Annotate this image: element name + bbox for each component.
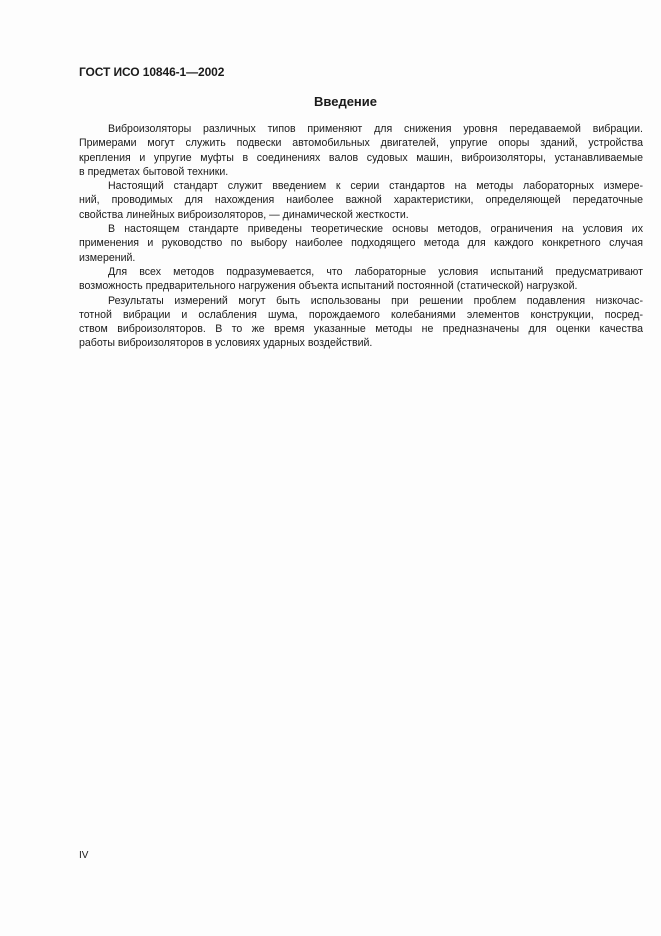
- text-line: измерений.: [79, 251, 136, 264]
- page-header: ГОСТ ИСО 10846-1—2002: [79, 65, 225, 79]
- text-line: ний, проводимых для нахождения наиболее важной характеристики, определяющей передаточные: [79, 194, 643, 207]
- paragraph: [79, 122, 643, 179]
- page-number: IV: [79, 850, 89, 861]
- text-line: Примерами могут служить подвески автомобильных двигателей, упругие опоры зданий, устройства: [79, 137, 643, 150]
- paragraph: [79, 294, 643, 351]
- text-line: возможность предварительного нагружения объекта испытаний постоянной (статической) нагрузкой.: [79, 280, 578, 293]
- section-title: Введение: [314, 94, 377, 109]
- paragraph: [79, 179, 643, 222]
- text-line: работы виброизоляторов в условиях ударных воздействий.: [79, 337, 373, 350]
- text-line: применения и руководство по выбору наиболее подходящего метода для каждого конкретного случая: [79, 237, 643, 250]
- body-text: [79, 122, 643, 351]
- text-line: в предметах бытовой техники.: [79, 165, 229, 178]
- text-line: В настоящем стандарте приведены теоретические основы методов, ограничения на условия их: [108, 223, 643, 236]
- text-line: Для всех методов подразумевается, что лабораторные условия испытаний предусматривают: [108, 265, 643, 278]
- text-line: Виброизоляторы различных типов применяют для снижения уровня передаваемой вибрации.: [108, 123, 643, 135]
- text-line: ством виброизоляторов. В то же время указанные методы не предназначены для оценки качества: [79, 323, 643, 336]
- text-line: Настоящий стандарт служит введением к серии стандартов на методы лабораторных измере-: [108, 180, 643, 193]
- text-line: тотной вибрации и ослабления шума, порождаемого колебаниями элементов конструкции, посред-: [79, 308, 643, 321]
- paragraph: [79, 265, 643, 294]
- paragraph: [79, 222, 643, 265]
- text-line: свойства линейных виброизоляторов, — динамической жесткости.: [79, 208, 409, 221]
- text-line: крепления и упругие муфты в соединениях валов судовых машин, виброизоляторы, устанавливаемые: [79, 151, 643, 164]
- text-line: Результаты измерений могут быть использованы при решении проблем подавления низкочас-: [108, 294, 643, 307]
